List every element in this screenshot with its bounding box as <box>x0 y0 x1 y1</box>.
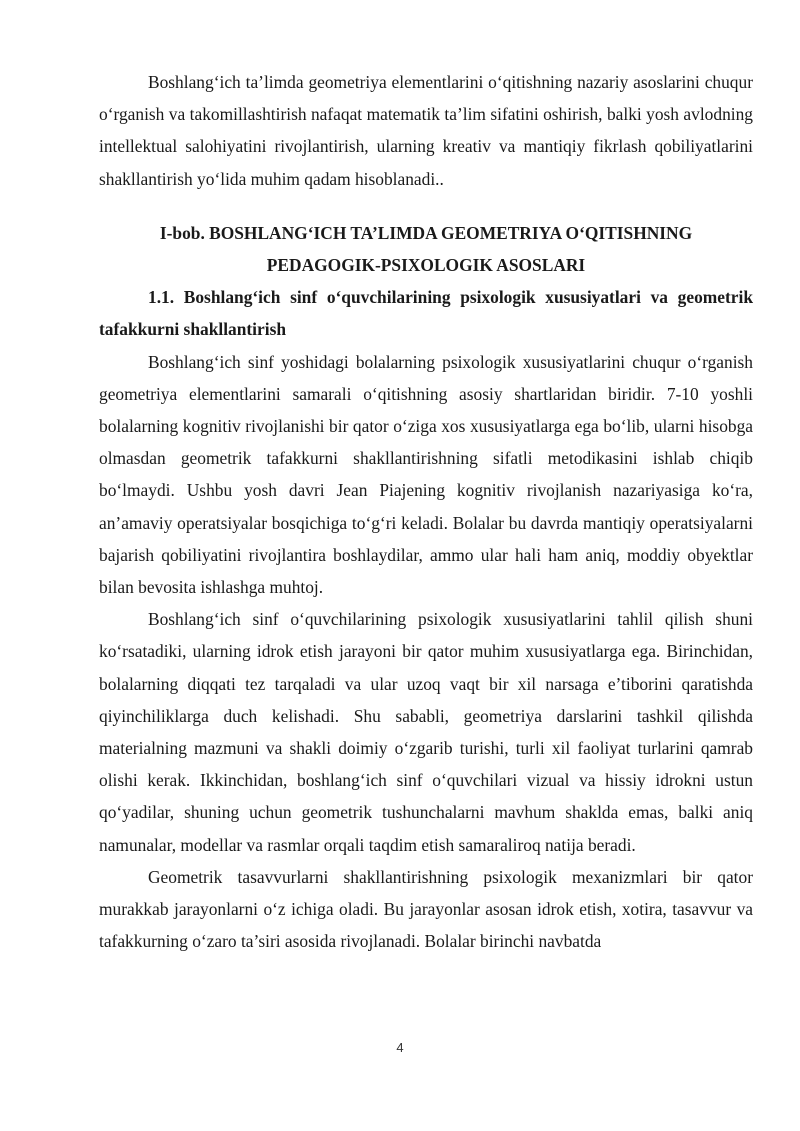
document-page <box>99 66 753 957</box>
chapter-heading <box>99 217 753 281</box>
body-paragraph-3: Geometrik tasavvurlarni shakllantirishning psixologik mexanizmlari bir qator murakkab jarayonlarni o‘z ichiga oladi. Bu jarayonlar asosan idrok etish, xotira, tasavvur va tafakkurning o‘zaro ta’siri asosida rivojlanadi. Bolalar birinchi navbatda <box>99 866 753 952</box>
chapter-heading-line-1: I-bob. BOSHLANG‘ICH TA’LIMDA GEOMETRIYA O‘QITISHNING <box>159 222 693 243</box>
body-paragraph-1: Boshlang‘ich sinf yoshidagi bolalarning psixologik xususiyatlarini chuqur o‘rganish geometriya elementlarini samarali o‘qitishning asosiy shartlaridan biridir. 7-10 yoshli bolalarning kognitiv rivojlanishi bir qator o‘ziga xos xususiyatlarga ega bo‘lib, ularni hisobga olmasdan geometrik tafakkurni shakllantirishning sifatli metodikasini ishlab chiqib bo‘lmaydi. Ushbu yosh davri Jean Piajening kognitiv rivojlanish nazariyasiga ko‘ra, an’amaviy operatsiyalar bosqichiga to‘g‘ri keladi. Bolalar bu davrda mantiqiy operatsiyalarni bajarish qobiliyatini rivojlantira boshlaydilar, ammo ular hali ham aniq, moddiy obyektlar bilan bevosita ishlashga muhtoj. <box>99 351 753 598</box>
section-heading: 1.1. Boshlang‘ich sinf o‘quvchilarining psixologik xususiyatlari va geometrik tafakkurni shakllantirish <box>99 287 753 340</box>
chapter-heading-line-2: PEDAGOGIK-PSIXOLOGIK ASOSLARI <box>266 255 586 276</box>
page-number: 4 <box>396 1040 404 1055</box>
body-paragraph-2: Boshlang‘ich sinf o‘quvchilarining psixologik xususiyatlarini tahlil qilish shuni ko‘rsatadiki, ularning idrok etish jarayoni bir qator muhim xususiyatlarga ega. Birinchidan, bolalarning diqqati tez tarqaladi va ular uzoq vaqt bir xil narsaga e’tiborini qaratishda qiyinchiliklarga duch kelishadi. Shu sababli, geometriya darslarini tashkil qilishda materialning mazmuni va shakli doimiy o‘zgarib turishi, turli xil faoliyat turlarini qamrab olishi kerak. Ikkinchidan, boshlang‘ich sinf o‘quvchilari vizual va hissiy idrokni ustun qo‘yadilar, shuning uchun geometrik tushunchalarni mavhum shaklda emas, balki aniq namunalar, modellar va rasmlar orqali taqdim etish samaraliroq natija beradi. <box>99 609 753 855</box>
intro-paragraph: Boshlang‘ich ta’limda geometriya elementlarini o‘qitishning nazariy asoslarini chuqur o‘rganish va takomillashtirish nafaqat matematik ta’lim sifatini oshirish, balki yosh avlodning intellektual salohiyatini rivojlantirish, ularning kreativ va mantiqiy fikrlash qobiliyatlarini shakllantirish yo‘lida muhim qadam hisoblanadi.. <box>99 72 753 189</box>
